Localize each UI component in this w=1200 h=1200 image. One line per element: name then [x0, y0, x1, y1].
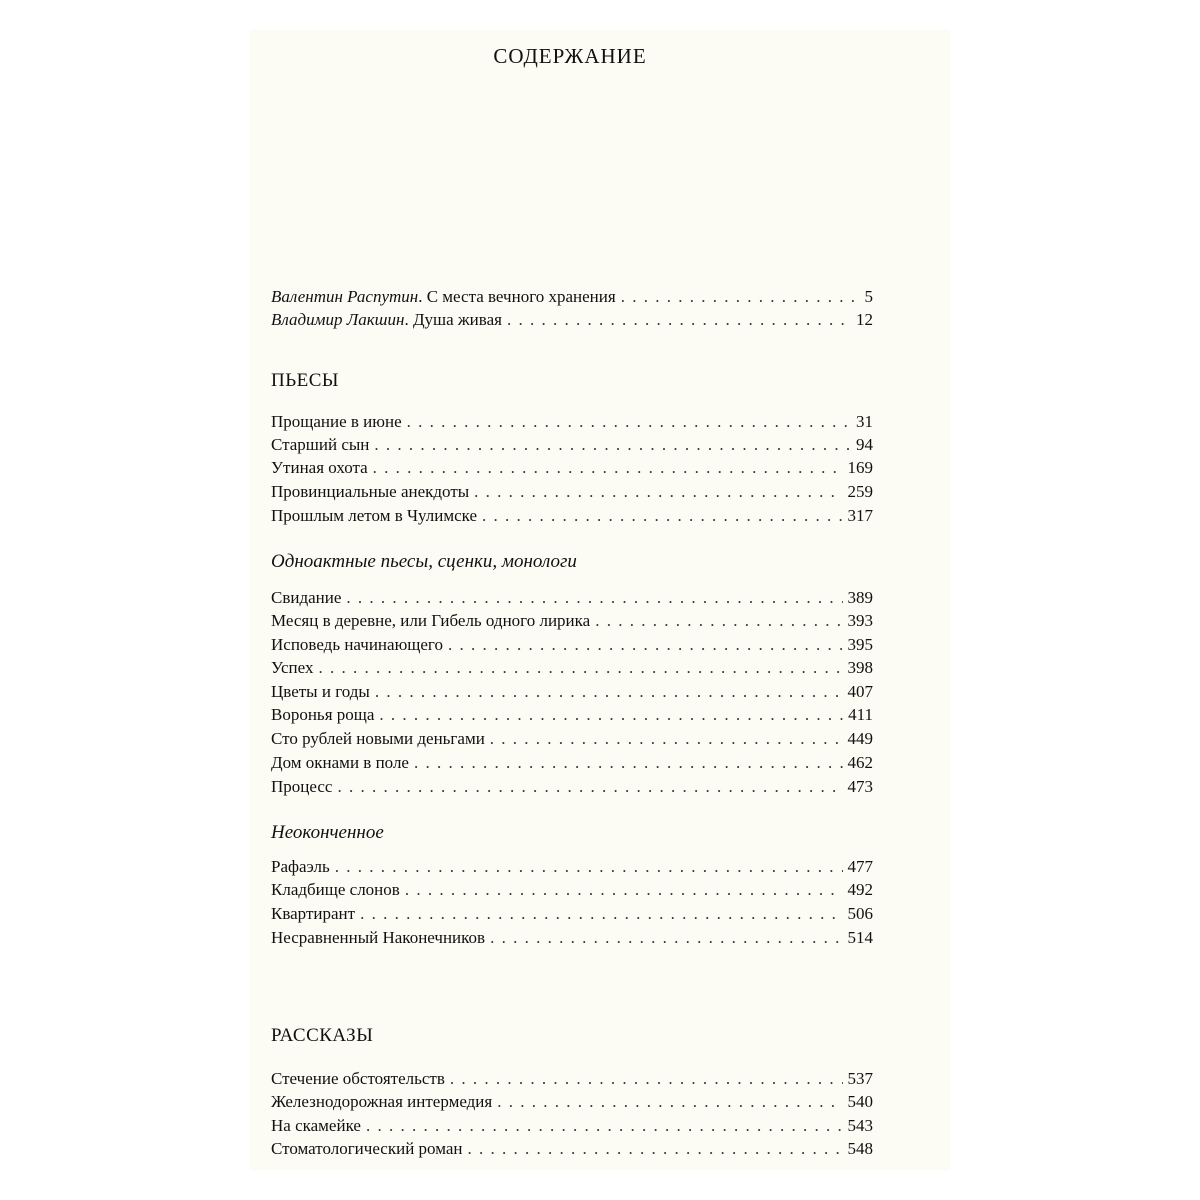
toc-entry [271, 879, 873, 901]
entry-title: С места вечного хранения [426, 287, 616, 306]
toc-entry [271, 681, 873, 703]
entry-page: 94 [856, 435, 873, 454]
entry-title: Стоматологический роман [271, 1139, 463, 1158]
dot-leader [373, 457, 843, 479]
toc-entry [271, 634, 873, 656]
dot-leader [414, 752, 843, 774]
entry-title: Цветы и годы [271, 682, 370, 701]
dot-leader [595, 610, 842, 632]
entry-title: Рафаэль [271, 857, 330, 876]
entry-page: 473 [847, 777, 873, 796]
entry-title: Несравненный Наконечников [271, 928, 486, 947]
entry-title: Душа живая [412, 310, 502, 329]
dot-leader [375, 681, 843, 703]
dot-leader [497, 1091, 842, 1113]
section-heading-plays: ПЬЕСЫ [271, 370, 339, 391]
page-title: СОДЕРЖАНИЕ [493, 44, 647, 68]
toc-entry [271, 704, 873, 726]
entry-separator: . [404, 310, 413, 329]
entry-title: Прощание в июне [271, 412, 402, 431]
toc-entry [271, 505, 873, 527]
entry-page: 543 [847, 1116, 873, 1135]
toc-entry [271, 776, 873, 798]
dot-leader [621, 286, 860, 308]
entry-title: Стечение обстоятельств [271, 1069, 445, 1088]
section-heading-unfinished: Неоконченное [271, 822, 384, 843]
entry-page: 514 [847, 928, 873, 947]
entry-title: На скамейке [271, 1116, 361, 1135]
toc-entry [271, 411, 873, 433]
entry-author: Валентин Распутин [271, 287, 419, 306]
toc-entry [271, 587, 873, 609]
dot-leader [335, 856, 843, 878]
toc-entry [271, 1091, 873, 1113]
toc-entry [271, 752, 873, 774]
entry-page: 411 [848, 705, 873, 724]
entry-separator: . [418, 287, 427, 306]
entry-page: 317 [847, 506, 873, 525]
entry-page: 5 [864, 287, 873, 306]
toc-entry [271, 657, 873, 679]
entry-page: 548 [847, 1139, 873, 1158]
section-heading-stories: РАССКАЗЫ [271, 1025, 374, 1046]
dot-leader [490, 728, 843, 750]
entry-title: Прошлым летом в Чулимске [271, 506, 478, 525]
dot-leader [448, 634, 843, 656]
dot-leader [507, 309, 851, 331]
entry-page: 389 [847, 588, 873, 607]
entry-title: Исповедь начинающего [271, 635, 443, 654]
toc-entry-intro-2 [271, 309, 873, 331]
entry-title: Квартирант [271, 904, 356, 923]
toc-entry-intro-1 [271, 286, 873, 308]
entry-page: 398 [847, 658, 873, 677]
entry-page: 449 [847, 729, 873, 748]
dot-leader [379, 704, 843, 726]
dot-leader [374, 434, 851, 456]
toc-entry [271, 1115, 873, 1137]
dot-leader [482, 505, 842, 527]
entry-page: 477 [847, 857, 873, 876]
entry-page: 506 [847, 904, 873, 923]
entry-page: 407 [847, 682, 873, 701]
dot-leader [318, 657, 842, 679]
book-page [250, 30, 950, 1170]
dot-leader [468, 1138, 843, 1160]
entry-title: Свидание [271, 588, 342, 607]
entry-title: Кладбище слонов [271, 880, 400, 899]
entry-page: 169 [847, 458, 873, 477]
entry-page: 395 [847, 635, 873, 654]
entry-title: Старший сын [271, 435, 370, 454]
entry-page: 537 [847, 1069, 873, 1088]
entry-title: Провинциальные анекдоты [271, 482, 470, 501]
toc-entry [271, 610, 873, 632]
toc-entry [271, 1068, 873, 1090]
dot-leader [405, 879, 843, 901]
entry-title: Сто рублей новыми деньгами [271, 729, 485, 748]
entry-page: 31 [856, 412, 873, 431]
toc-entry [271, 856, 873, 878]
entry-title: Воронья роща [271, 705, 375, 724]
dot-leader [474, 481, 842, 503]
entry-title: Месяц в деревне, или Гибель одного лирика [271, 611, 591, 630]
entry-title: Дом окнами в поле [271, 753, 409, 772]
toc-entry [271, 481, 873, 503]
dot-leader [360, 903, 842, 925]
toc-entry [271, 457, 873, 479]
entry-page: 393 [847, 611, 873, 630]
dot-leader [346, 587, 842, 609]
dot-leader [407, 411, 851, 433]
toc-entry [271, 903, 873, 925]
entry-author: Владимир Лакшин [271, 310, 405, 329]
entry-title: Успех [271, 658, 314, 677]
entry-page: 462 [847, 753, 873, 772]
dot-leader [337, 776, 842, 798]
entry-title: Железнодорожная интермедия [271, 1092, 493, 1111]
entry-title: Процесс [271, 777, 333, 796]
toc-entry [271, 728, 873, 750]
dot-leader [450, 1068, 843, 1090]
entry-title: Утиная охота [271, 458, 368, 477]
entry-page: 12 [856, 310, 873, 329]
entry-page: 259 [847, 482, 873, 501]
toc-entry [271, 927, 873, 949]
toc-entry [271, 434, 873, 456]
entry-page: 540 [847, 1092, 873, 1111]
dot-leader [366, 1115, 843, 1137]
dot-leader [490, 927, 842, 949]
entry-page: 492 [847, 880, 873, 899]
toc-entry [271, 1138, 873, 1160]
section-heading-one-act: Одноактные пьесы, сценки, монологи [271, 551, 577, 572]
